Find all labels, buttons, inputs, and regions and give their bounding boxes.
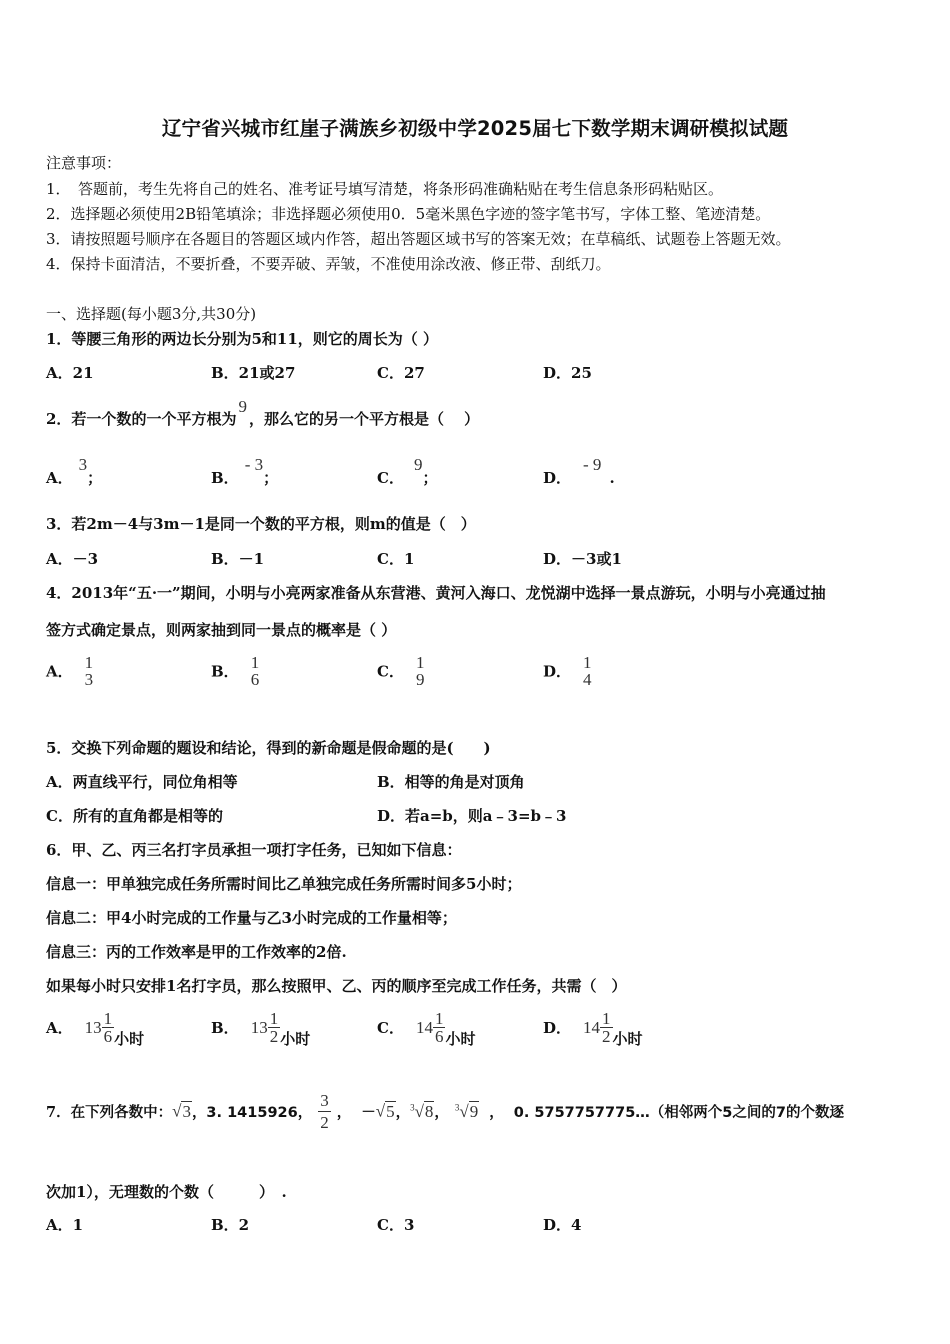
q6-d-whole: 14	[583, 1017, 601, 1037]
q6-option-a-fraction	[102, 1010, 115, 1045]
q7-sep-1: ，	[336, 1104, 352, 1121]
q1-option-b[interactable]: B．21或27	[211, 364, 296, 382]
notice-item-1: 1． 答题前，考生先将自己的姓名、准考证号填写清楚，将条形码准确粘贴在考生信息条形码粘贴区。	[46, 180, 724, 198]
q2-option-b[interactable]	[211, 455, 279, 488]
q6-option-d[interactable]	[543, 1009, 643, 1048]
q2-option-b-value: - 3	[244, 455, 264, 474]
q2-option-d-value: - 9	[583, 455, 602, 474]
q7-sqrt-3: √3	[172, 1101, 191, 1121]
q7-option-c[interactable]: C．3	[377, 1216, 415, 1234]
q5-option-d[interactable]: D．若a=b，则a﹣3=b﹣3	[377, 807, 567, 825]
q2-option-d-label: D．	[543, 469, 572, 487]
q6-info-1: 信息一：甲单独完成任务所需时间比乙单独完成任务所需时间多5小时；	[46, 875, 522, 893]
q6-c-denominator: 6	[434, 1027, 444, 1046]
q4-option-c[interactable]	[377, 654, 426, 688]
q6-option-a-label: A．	[46, 1019, 73, 1037]
q7-cbrt-8-index: 3	[410, 1101, 415, 1112]
q6-b-numerator: 1	[269, 1009, 279, 1028]
q7-repeating-decimal: 0. 5757757775…（相邻两个5之间的7的个数逐	[513, 1105, 844, 1121]
q5-option-b[interactable]: B．相等的角是对顶角	[377, 773, 525, 791]
q6-b-unit: 小时	[280, 1030, 311, 1048]
q4-d-numerator: 1	[583, 653, 592, 672]
q4-a-numerator: 1	[84, 653, 94, 672]
q3-option-b[interactable]: B．－1	[211, 550, 265, 568]
q4-d-denominator: 4	[583, 670, 592, 689]
page-title: 辽宁省兴城市红崖子满族乡初级中学2025届七下数学期末调研模拟试题	[161, 117, 789, 140]
q2-option-c-label: C．	[377, 469, 404, 487]
q7-frac-denominator: 2	[320, 1113, 329, 1132]
notice-heading: 注意事项：	[46, 154, 122, 172]
q7-cbrt-9: $^3$√9	[454, 1101, 479, 1121]
q3-option-a[interactable]: A．－3	[46, 550, 99, 568]
q7-sqrt-3-radicand: 3	[182, 1101, 191, 1121]
q4-option-b-label: B．	[211, 662, 239, 681]
q6-option-b-fraction	[268, 1010, 281, 1045]
q6-option-b[interactable]	[211, 1009, 311, 1048]
q6-option-c-fraction	[433, 1010, 446, 1045]
q6-option-d-fraction	[600, 1010, 613, 1045]
q4-a-denominator: 3	[84, 670, 94, 689]
q4-option-d[interactable]	[543, 654, 594, 688]
q7-sep-2: ，	[395, 1104, 411, 1121]
q2-option-c-sep: ；	[422, 469, 438, 487]
q1-option-a[interactable]: A．21	[46, 364, 94, 382]
q6-b-denominator: 2	[269, 1027, 279, 1046]
q6-c-unit: 小时	[445, 1030, 476, 1048]
notice-item-3: 3．请按照题号顺序在各题目的答题区域内作答，超出答题区域书写的答案无效；在草稿纸、试题卷上答题无效。	[46, 230, 791, 248]
q1-option-c[interactable]: C．27	[377, 364, 425, 382]
q2-option-a-sep: ；	[87, 469, 103, 487]
q5-option-a[interactable]: A．两直线平行，同位角相等	[46, 773, 238, 791]
q7-frac-numerator: 3	[320, 1091, 329, 1110]
q6-option-b-label: B．	[211, 1019, 239, 1037]
q7-cbrt-9-index: 3	[454, 1101, 460, 1112]
q6-d-unit: 小时	[612, 1030, 643, 1048]
q2-option-c[interactable]	[377, 455, 438, 488]
q7-sqrt-5-radicand: 5	[386, 1101, 395, 1121]
q4-option-a-fraction	[83, 654, 96, 688]
q6-c-whole: 14	[415, 1017, 433, 1037]
question-4-stem-line-2: 签方式确定景点，则两家抽到同一景点的概率是（ ）	[46, 621, 397, 639]
q6-option-c-label: C．	[377, 1019, 404, 1037]
q2-option-b-sep: ；	[263, 469, 279, 487]
question-3-stem: 3．若2m－4与3m－1是同一个数的平方根，则m的值是（ ）	[46, 515, 476, 533]
q7-sep-4: ，	[489, 1104, 504, 1121]
notice-item-4: 4．保持卡面清洁，不要折叠，不要弄破、弄皱，不准使用涂改液、修正带、刮纸刀。	[46, 255, 611, 273]
q7-cbrt-8-radicand: 8	[424, 1101, 434, 1121]
q4-option-a-label: A．	[46, 662, 73, 681]
q7-option-a[interactable]: A．1	[46, 1216, 84, 1234]
q4-option-d-fraction	[581, 654, 594, 688]
q6-info-2: 信息二：甲4小时完成的工作量与乙3小时完成的工作量相等；	[46, 909, 457, 927]
section-heading: 一、选择题(每小题3分,共30分)	[46, 305, 257, 323]
q6-option-d-label: D．	[543, 1019, 572, 1037]
q6-d-denominator: 2	[602, 1027, 611, 1046]
q7-sqrt-5: √5	[375, 1101, 395, 1121]
question-7-stem	[46, 1092, 844, 1131]
q7-stem-text: 7．在下列各数中：	[46, 1104, 173, 1121]
q1-option-d[interactable]: D．25	[543, 364, 592, 382]
q6-d-numerator: 1	[602, 1009, 611, 1028]
q6-ask: 如果每小时只安排1名打字员，那么按照甲、乙、丙的顺序至完成工作任务，共需（ ）	[46, 977, 627, 995]
q2-stem-text-b: ，那么它的另一个平方根是（ ）	[248, 410, 480, 428]
question-5-stem: 5．交换下列命题的题设和结论，得到的新命题是假命题的是( )	[46, 739, 491, 757]
q6-c-numerator: 1	[434, 1009, 444, 1028]
q4-c-numerator: 1	[415, 653, 425, 672]
q4-option-a[interactable]	[46, 654, 95, 688]
q6-a-denominator: 6	[103, 1027, 113, 1046]
notice-item-2: 2．选择题必须使用2B铅笔填涂；非选择题必须使用0．5毫米黑色字迹的签字笔书写，字体工整、笔迹清楚。	[46, 205, 771, 223]
q6-a-numerator: 1	[103, 1009, 113, 1028]
q6-a-unit: 小时	[114, 1030, 145, 1048]
q2-stem-text-a: 2．若一个数的一个平方根为	[46, 410, 237, 428]
question-2-stem	[46, 397, 480, 429]
q7-option-b[interactable]: B．2	[211, 1216, 250, 1234]
question-7-stem-line-2: 次加1），无理数的个数（ ） .	[46, 1183, 287, 1201]
q4-option-c-label: C．	[377, 662, 404, 681]
q2-option-b-label: B．	[211, 469, 239, 487]
q7-option-d[interactable]: D．4	[543, 1216, 582, 1234]
question-4-stem-line-1: 4．2013年“五·一”期间，小明与小亮两家准备从东营港、黄河入海口、龙悦湖中选择一景点游玩，小明与小亮通过抽	[46, 584, 826, 602]
q3-option-d[interactable]: D．－3或1	[543, 550, 622, 568]
q4-c-denominator: 9	[415, 670, 425, 689]
q4-b-numerator: 1	[250, 653, 260, 672]
q6-info-3: 信息三：丙的工作效率是甲的工作效率的2倍.	[46, 943, 347, 961]
question-6-stem: 6．甲、乙、丙三名打字员承担一项打字任务，已知如下信息：	[46, 841, 462, 859]
q4-option-b-fraction	[249, 654, 262, 688]
q4-b-denominator: 6	[250, 670, 260, 689]
q4-option-b[interactable]	[211, 654, 261, 688]
q2-stem-value: 9	[238, 397, 247, 416]
q2-option-a[interactable]	[46, 455, 103, 488]
q3-option-c[interactable]: C．1	[377, 550, 415, 568]
q7-value-pi-approx: ，3. 1415926，	[191, 1105, 313, 1121]
q4-option-d-label: D．	[543, 662, 572, 681]
q7-sep-3: ，	[434, 1104, 449, 1121]
q7-cbrt-8: $^3$√8	[410, 1101, 434, 1121]
q7-cbrt-9-radicand: 9	[469, 1101, 479, 1121]
q2-option-a-value: 3	[78, 455, 88, 474]
q6-b-whole: 13	[250, 1017, 268, 1037]
q2-option-d[interactable]	[543, 455, 615, 488]
q6-option-c[interactable]	[377, 1009, 476, 1048]
q2-option-d-end: .	[609, 469, 615, 487]
q2-option-c-value: 9	[413, 455, 423, 474]
q2-option-a-label: A．	[46, 469, 73, 487]
q7-neg-sign: －	[361, 1104, 376, 1121]
q6-option-a[interactable]	[46, 1009, 145, 1048]
q5-option-c[interactable]: C．所有的直角都是相等的	[46, 807, 223, 825]
q4-option-c-fraction	[414, 654, 427, 688]
q6-a-whole: 13	[84, 1017, 102, 1037]
question-1-stem: 1．等腰三角形的两边长分别为5和11，则它的周长为（ ）	[46, 330, 438, 348]
q7-fraction-3-2	[318, 1092, 331, 1131]
